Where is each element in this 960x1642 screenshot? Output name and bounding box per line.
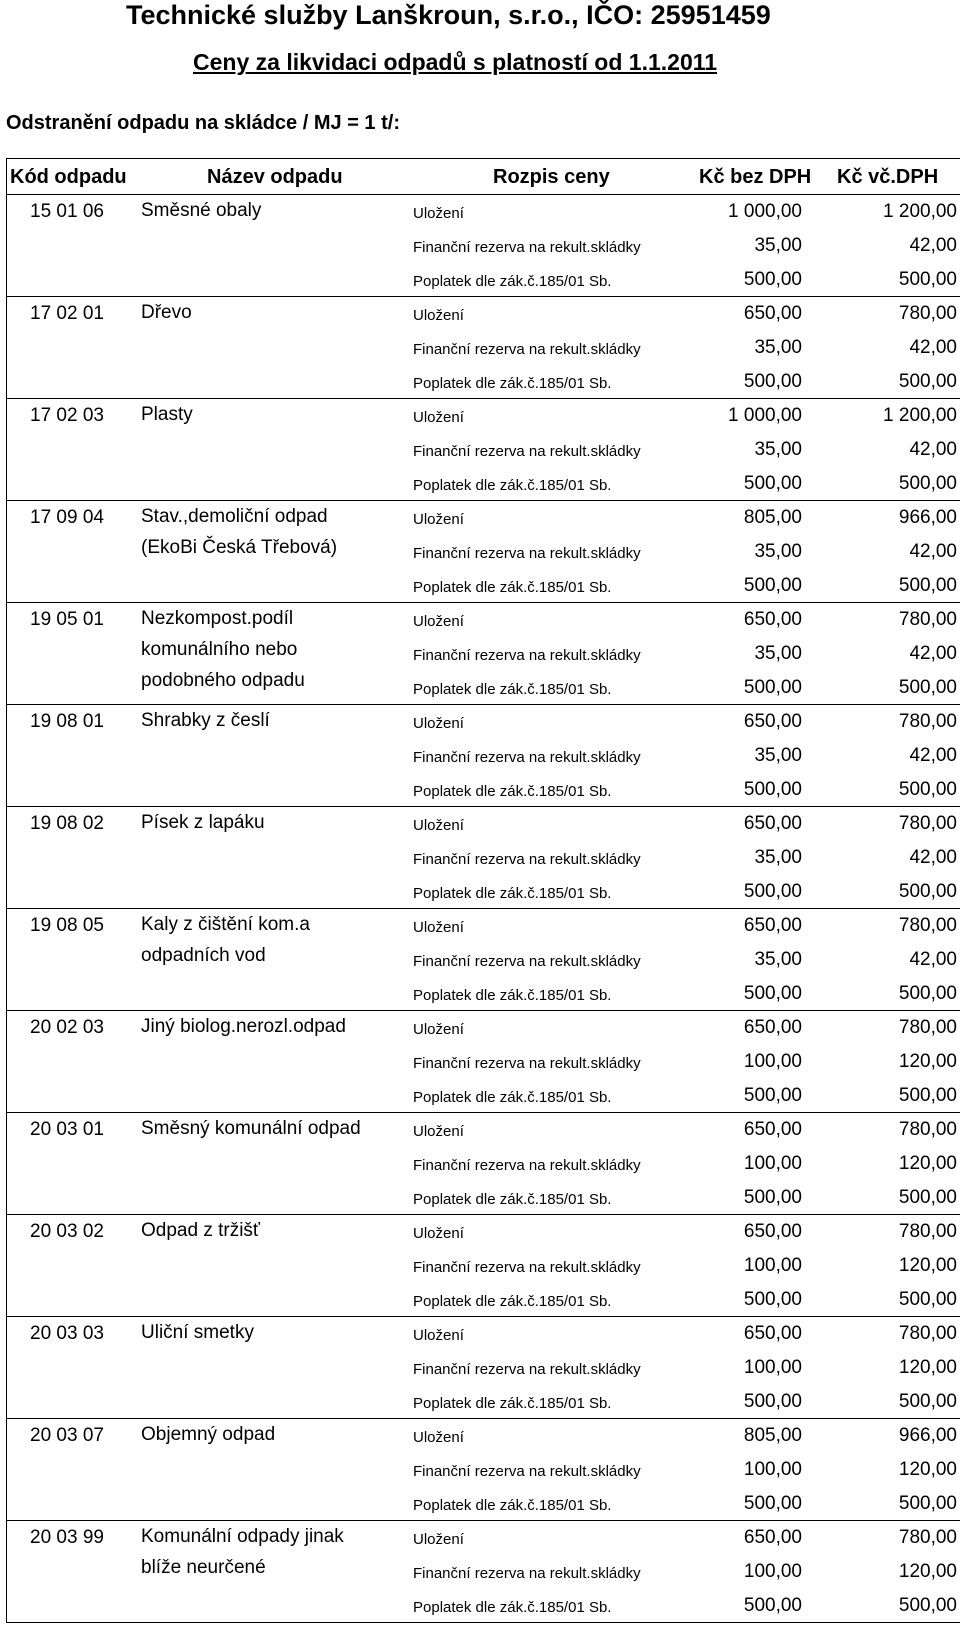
- price-with-vat: 500,00: [898, 881, 957, 902]
- price-row: [7, 1453, 960, 1487]
- price-without-vat: 35,00: [754, 643, 802, 664]
- price-without-vat: 100,00: [743, 1153, 802, 1174]
- waste-name-line: Jiný biolog.nerozl.odpad: [141, 1016, 346, 1037]
- price-row: [7, 1555, 960, 1589]
- price-breakdown: [7, 297, 960, 399]
- price-without-vat: 650,00: [743, 711, 802, 732]
- waste-item: [7, 399, 960, 501]
- column-header-vc-dph: Kč vč.DPH: [837, 166, 939, 188]
- price-without-vat: 650,00: [743, 609, 802, 630]
- waste-code: 19 08 01: [30, 711, 104, 732]
- price-with-vat: 42,00: [909, 439, 957, 460]
- price-row: [7, 195, 960, 229]
- price-row: [7, 1147, 960, 1181]
- price-row: [7, 739, 960, 773]
- price-breakdown: [7, 909, 960, 1011]
- price-component-label: Finanční rezerva na rekult.skládky: [413, 749, 641, 766]
- price-table: [6, 158, 960, 1623]
- price-with-vat: 500,00: [898, 1391, 957, 1412]
- price-without-vat: 35,00: [754, 949, 802, 970]
- price-row: [7, 297, 960, 331]
- price-component-label: Uložení: [413, 919, 464, 936]
- price-without-vat: 500,00: [743, 1187, 802, 1208]
- column-header-bez-dph: Kč bez DPH: [699, 166, 812, 188]
- price-component-label: Uložení: [413, 511, 464, 528]
- price-row: [7, 1589, 960, 1623]
- price-with-vat: 1 200,00: [883, 405, 957, 426]
- price-component-label: Uložení: [413, 613, 464, 630]
- price-without-vat: 500,00: [743, 983, 802, 1004]
- price-with-vat: 42,00: [909, 337, 957, 358]
- price-without-vat: 35,00: [754, 337, 802, 358]
- price-component-label: Poplatek dle zák.č.185/01 Sb.: [413, 477, 612, 494]
- price-row: [7, 1045, 960, 1079]
- price-row: [7, 807, 960, 841]
- price-without-vat: 805,00: [743, 507, 802, 528]
- price-without-vat: 35,00: [754, 847, 802, 868]
- price-row: [7, 1385, 960, 1419]
- price-without-vat: 500,00: [743, 1595, 802, 1616]
- waste-name-line: (EkoBi Česká Třebová): [141, 537, 338, 558]
- price-component-label: Poplatek dle zák.č.185/01 Sb.: [413, 1293, 612, 1310]
- price-component-label: Finanční rezerva na rekult.skládky: [413, 1259, 641, 1276]
- waste-item: [7, 1521, 960, 1623]
- price-component-label: Uložení: [413, 1123, 464, 1140]
- price-without-vat: 1 000,00: [728, 405, 802, 426]
- price-breakdown: [7, 1113, 960, 1215]
- waste-item: [7, 1011, 960, 1113]
- price-component-label: Poplatek dle zák.č.185/01 Sb.: [413, 375, 612, 392]
- price-component-label: Uložení: [413, 1327, 464, 1344]
- price-row: [7, 875, 960, 909]
- price-without-vat: 500,00: [743, 473, 802, 494]
- price-component-label: Poplatek dle zák.č.185/01 Sb.: [413, 579, 612, 596]
- price-with-vat: 966,00: [898, 507, 957, 528]
- waste-code: 17 02 03: [30, 405, 104, 426]
- table-header-row: [7, 159, 960, 195]
- price-component-label: Poplatek dle zák.č.185/01 Sb.: [413, 681, 612, 698]
- price-with-vat: 500,00: [898, 1595, 957, 1616]
- price-component-label: Uložení: [413, 1531, 464, 1548]
- price-component-label: Finanční rezerva na rekult.skládky: [413, 1157, 641, 1174]
- price-row: [7, 705, 960, 739]
- waste-code: 19 08 05: [30, 915, 104, 936]
- price-without-vat: 100,00: [743, 1561, 802, 1582]
- price-with-vat: 42,00: [909, 847, 957, 868]
- price-with-vat: 500,00: [898, 1493, 957, 1514]
- price-row: [7, 1079, 960, 1113]
- price-breakdown: [7, 501, 960, 603]
- price-with-vat: 500,00: [898, 983, 957, 1004]
- section-heading: Odstranění odpadu na skládce / MJ = 1 t/:: [6, 112, 400, 134]
- price-component-label: Uložení: [413, 715, 464, 732]
- price-without-vat: 500,00: [743, 881, 802, 902]
- price-without-vat: 500,00: [743, 371, 802, 392]
- waste-code: 20 03 01: [30, 1119, 104, 1140]
- price-component-label: Finanční rezerva na rekult.skládky: [413, 1565, 641, 1582]
- price-row: [7, 399, 960, 433]
- price-component-label: Uložení: [413, 1225, 464, 1242]
- waste-item: [7, 909, 960, 1011]
- price-without-vat: 35,00: [754, 541, 802, 562]
- price-without-vat: 650,00: [743, 1323, 802, 1344]
- price-with-vat: 780,00: [898, 303, 957, 324]
- price-with-vat: 500,00: [898, 473, 957, 494]
- waste-item: [7, 807, 960, 909]
- waste-code: 20 03 03: [30, 1323, 104, 1344]
- waste-item: [7, 1113, 960, 1215]
- waste-item: [7, 195, 960, 297]
- price-with-vat: 500,00: [898, 269, 957, 290]
- price-row: [7, 467, 960, 501]
- price-without-vat: 100,00: [743, 1459, 802, 1480]
- waste-name-line: Plasty: [141, 404, 193, 425]
- waste-item: [7, 1419, 960, 1521]
- price-breakdown: [7, 399, 960, 501]
- price-with-vat: 780,00: [898, 915, 957, 936]
- price-without-vat: 650,00: [743, 813, 802, 834]
- price-without-vat: 650,00: [743, 1221, 802, 1242]
- price-without-vat: 650,00: [743, 1119, 802, 1140]
- price-with-vat: 42,00: [909, 643, 957, 664]
- price-with-vat: 120,00: [898, 1459, 957, 1480]
- price-without-vat: 500,00: [743, 1085, 802, 1106]
- price-row: [7, 1487, 960, 1521]
- price-row: [7, 569, 960, 603]
- price-component-label: Poplatek dle zák.č.185/01 Sb.: [413, 1497, 612, 1514]
- price-row: [7, 1317, 960, 1351]
- price-row: [7, 841, 960, 875]
- price-row: [7, 1419, 960, 1453]
- price-without-vat: 500,00: [743, 1493, 802, 1514]
- waste-name-line: Směsný komunální odpad: [141, 1118, 361, 1139]
- waste-code: 17 02 01: [30, 303, 104, 324]
- price-without-vat: 650,00: [743, 1017, 802, 1038]
- waste-item: [7, 297, 960, 399]
- price-with-vat: 120,00: [898, 1153, 957, 1174]
- price-row: [7, 229, 960, 263]
- price-breakdown: [7, 1011, 960, 1113]
- waste-item: [7, 603, 960, 705]
- price-without-vat: 100,00: [743, 1357, 802, 1378]
- price-with-vat: 120,00: [898, 1051, 957, 1072]
- price-without-vat: 650,00: [743, 303, 802, 324]
- price-component-label: Finanční rezerva na rekult.skládky: [413, 851, 641, 868]
- waste-code: 19 08 02: [30, 813, 104, 834]
- waste-code: 17 09 04: [30, 507, 104, 528]
- waste-code: 20 03 99: [30, 1527, 104, 1548]
- price-breakdown: [7, 603, 960, 705]
- price-row: [7, 603, 960, 637]
- price-component-label: Poplatek dle zák.č.185/01 Sb.: [413, 273, 612, 290]
- waste-code: 20 03 02: [30, 1221, 104, 1242]
- price-without-vat: 35,00: [754, 235, 802, 256]
- column-header-name: Název odpadu: [207, 166, 343, 188]
- document-title: Technické služby Lanškroun, s.r.o., IČO: 25951459: [126, 0, 771, 30]
- price-with-vat: 120,00: [898, 1561, 957, 1582]
- price-with-vat: 500,00: [898, 1289, 957, 1310]
- price-row: [7, 501, 960, 535]
- price-component-label: Finanční rezerva na rekult.skládky: [413, 239, 641, 256]
- price-component-label: Poplatek dle zák.č.185/01 Sb.: [413, 1191, 612, 1208]
- price-component-label: Finanční rezerva na rekult.skládky: [413, 545, 641, 562]
- price-without-vat: 35,00: [754, 745, 802, 766]
- price-with-vat: 500,00: [898, 779, 957, 800]
- price-component-label: Finanční rezerva na rekult.skládky: [413, 443, 641, 460]
- price-with-vat: 42,00: [909, 949, 957, 970]
- price-component-label: Uložení: [413, 1429, 464, 1446]
- price-row: [7, 773, 960, 807]
- waste-code: 15 01 06: [30, 201, 104, 222]
- price-without-vat: 500,00: [743, 269, 802, 290]
- price-with-vat: 500,00: [898, 1085, 957, 1106]
- column-header-rozpis: Rozpis ceny: [493, 166, 610, 188]
- price-row: [7, 637, 960, 671]
- price-row: [7, 263, 960, 297]
- price-without-vat: 500,00: [743, 1391, 802, 1412]
- price-with-vat: 500,00: [898, 677, 957, 698]
- price-with-vat: 42,00: [909, 235, 957, 256]
- price-with-vat: 42,00: [909, 745, 957, 766]
- price-without-vat: 1 000,00: [728, 201, 802, 222]
- waste-item: [7, 501, 960, 603]
- price-row: [7, 1113, 960, 1147]
- price-breakdown: [7, 807, 960, 909]
- price-component-label: Finanční rezerva na rekult.skládky: [413, 1361, 641, 1378]
- price-component-label: Finanční rezerva na rekult.skládky: [413, 953, 641, 970]
- price-without-vat: 100,00: [743, 1255, 802, 1276]
- price-breakdown: [7, 195, 960, 297]
- waste-name-line: Písek z lapáku: [141, 812, 265, 833]
- price-row: [7, 977, 960, 1011]
- waste-name-line: blíže neurčené: [141, 1557, 266, 1578]
- price-row: [7, 1215, 960, 1249]
- document-subtitle: Ceny za likvidaci odpadů s platností od 1.1.2011: [193, 49, 718, 75]
- price-component-label: Poplatek dle zák.č.185/01 Sb.: [413, 1599, 612, 1616]
- price-with-vat: 780,00: [898, 1017, 957, 1038]
- price-with-vat: 120,00: [898, 1255, 957, 1276]
- price-row: [7, 331, 960, 365]
- waste-name-line: Odpad z tržišť: [141, 1220, 261, 1241]
- table-body: [7, 195, 960, 1623]
- price-row: [7, 909, 960, 943]
- waste-code: 19 05 01: [30, 609, 104, 630]
- price-without-vat: 650,00: [743, 1527, 802, 1548]
- price-with-vat: 1 200,00: [883, 201, 957, 222]
- price-component-label: Uložení: [413, 205, 464, 222]
- price-component-label: Finanční rezerva na rekult.skládky: [413, 647, 641, 664]
- price-with-vat: 500,00: [898, 1187, 957, 1208]
- price-with-vat: 42,00: [909, 541, 957, 562]
- waste-name-line: Dřevo: [141, 302, 192, 323]
- waste-name-line: Nezkompost.podíl: [141, 608, 294, 629]
- price-breakdown: [7, 1521, 960, 1623]
- price-without-vat: 500,00: [743, 1289, 802, 1310]
- column-header-code: Kód odpadu: [10, 166, 127, 188]
- price-row: [7, 1351, 960, 1385]
- price-component-label: Uložení: [413, 409, 464, 426]
- price-without-vat: 35,00: [754, 439, 802, 460]
- waste-item: [7, 705, 960, 807]
- price-with-vat: 780,00: [898, 609, 957, 630]
- waste-code: 20 03 07: [30, 1425, 104, 1446]
- waste-item: [7, 1317, 960, 1419]
- price-row: [7, 943, 960, 977]
- waste-name-line: Směsné obaly: [141, 200, 262, 221]
- price-breakdown: [7, 705, 960, 807]
- price-with-vat: 780,00: [898, 813, 957, 834]
- price-breakdown: [7, 1419, 960, 1521]
- waste-code: 20 02 03: [30, 1017, 104, 1038]
- price-with-vat: 780,00: [898, 1221, 957, 1242]
- waste-name-line: odpadních vod: [141, 945, 266, 966]
- waste-name-line: podobného odpadu: [141, 670, 305, 691]
- price-with-vat: 120,00: [898, 1357, 957, 1378]
- price-row: [7, 535, 960, 569]
- price-component-label: Uložení: [413, 817, 464, 834]
- price-component-label: Poplatek dle zák.č.185/01 Sb.: [413, 1395, 612, 1412]
- price-with-vat: 500,00: [898, 575, 957, 596]
- price-component-label: Poplatek dle zák.č.185/01 Sb.: [413, 885, 612, 902]
- waste-name-line: Stav.,demoliční odpad: [141, 506, 328, 527]
- price-row: [7, 1011, 960, 1045]
- price-component-label: Poplatek dle zák.č.185/01 Sb.: [413, 1089, 612, 1106]
- price-component-label: Uložení: [413, 1021, 464, 1038]
- price-with-vat: 500,00: [898, 371, 957, 392]
- price-breakdown: [7, 1215, 960, 1317]
- price-component-label: Uložení: [413, 307, 464, 324]
- price-with-vat: 780,00: [898, 1323, 957, 1344]
- waste-name-line: Kaly z čištění kom.a: [141, 914, 310, 935]
- price-breakdown: [7, 1317, 960, 1419]
- waste-name-line: Objemný odpad: [141, 1424, 276, 1445]
- price-row: [7, 433, 960, 467]
- price-component-label: Finanční rezerva na rekult.skládky: [413, 1463, 641, 1480]
- price-component-label: Finanční rezerva na rekult.skládky: [413, 341, 641, 358]
- waste-name-line: Komunální odpady jinak: [141, 1526, 344, 1547]
- price-row: [7, 1521, 960, 1555]
- price-row: [7, 671, 960, 705]
- price-with-vat: 780,00: [898, 711, 957, 732]
- price-with-vat: 780,00: [898, 1119, 957, 1140]
- waste-item: [7, 1215, 960, 1317]
- price-without-vat: 500,00: [743, 779, 802, 800]
- waste-name-line: Uliční smetky: [141, 1322, 254, 1343]
- price-row: [7, 365, 960, 399]
- price-without-vat: 100,00: [743, 1051, 802, 1072]
- price-with-vat: 966,00: [898, 1425, 957, 1446]
- price-without-vat: 805,00: [743, 1425, 802, 1446]
- price-with-vat: 780,00: [898, 1527, 957, 1548]
- waste-name-line: Shrabky z česlí: [141, 710, 270, 731]
- price-row: [7, 1283, 960, 1317]
- price-row: [7, 1181, 960, 1215]
- price-component-label: Finanční rezerva na rekult.skládky: [413, 1055, 641, 1072]
- price-without-vat: 500,00: [743, 575, 802, 596]
- price-without-vat: 500,00: [743, 677, 802, 698]
- price-without-vat: 650,00: [743, 915, 802, 936]
- price-component-label: Poplatek dle zák.č.185/01 Sb.: [413, 987, 612, 1004]
- price-row: [7, 1249, 960, 1283]
- price-component-label: Poplatek dle zák.č.185/01 Sb.: [413, 783, 612, 800]
- waste-name-line: komunálního nebo: [141, 639, 298, 660]
